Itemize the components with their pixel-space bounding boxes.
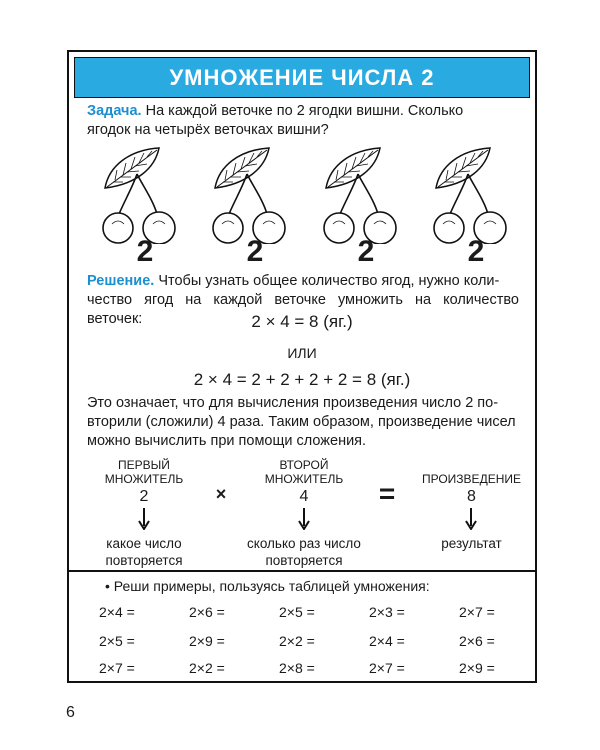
lesson-title: УМНОЖЕНИЕ ЧИСЛА 2 xyxy=(74,57,530,98)
cherry-branch-icon xyxy=(209,144,291,244)
second-factor-value: 4 xyxy=(299,488,309,505)
second-factor-description xyxy=(234,535,374,569)
exercise-item: 2×9 = xyxy=(189,633,225,649)
section-divider xyxy=(69,570,535,572)
cherry-count: 2 xyxy=(136,235,154,268)
times-sign: × xyxy=(215,484,227,504)
or-label: ИЛИ xyxy=(287,345,317,361)
equation-2: 2 × 4 = 2 + 2 + 2 + 2 = 8 (яг.) xyxy=(193,370,411,389)
task-text xyxy=(87,102,519,140)
task-line-1: На каждой веточке по 2 ягодки вишни. Сколько xyxy=(145,103,464,119)
explanation-line-1: Это означает, что для вычисления произведения число 2 по- xyxy=(87,395,499,411)
second-factor-description-line-1: сколько раз число xyxy=(247,536,361,551)
exercise-item: 2×7 = xyxy=(459,604,495,620)
second-factor-description-line-2: повторяется xyxy=(265,553,343,568)
second-factor-term-line-1: ВТОРОЙ xyxy=(279,458,329,472)
down-arrow-icon xyxy=(465,508,477,530)
exercise-item: 2×9 = xyxy=(459,660,495,676)
first-factor-term xyxy=(89,458,199,486)
solution-line-1: Чтобы узнать общее количество ягод, нужно коли- xyxy=(158,273,500,289)
product-value: 8 xyxy=(467,488,476,505)
second-factor-term xyxy=(249,458,359,486)
exercise-item: 2×7 = xyxy=(369,660,405,676)
exercise-item: 2×7 = xyxy=(99,660,135,676)
first-factor-description-line-2: повторяется xyxy=(105,553,183,568)
cherry-branch-icon xyxy=(99,144,181,244)
exercise-item: 2×8 = xyxy=(279,660,315,676)
exercise-item: 2×4 = xyxy=(369,633,405,649)
page-number: 6 xyxy=(66,704,75,721)
exercise-item: 2×2 = xyxy=(189,660,225,676)
exercise-instruction: • Реши примеры, пользуясь таблицей умножения: xyxy=(105,578,430,594)
exercise-item: 2×5 = xyxy=(279,604,315,620)
product-description: результат xyxy=(441,536,502,551)
product-term: ПРОИЗВЕДЕНИЕ xyxy=(421,472,521,486)
cherry-count: 2 xyxy=(246,235,264,268)
equals-sign: = xyxy=(378,478,396,509)
first-factor-description-line-1: какое число xyxy=(106,536,182,551)
cherry-count: 2 xyxy=(467,235,485,268)
explanation-text xyxy=(87,394,519,451)
lesson-frame xyxy=(67,50,537,683)
exercise-item: 2×6 = xyxy=(189,604,225,620)
down-arrow-icon xyxy=(298,508,310,530)
first-factor-value: 2 xyxy=(139,488,149,505)
down-arrow-icon xyxy=(138,508,150,530)
task-label: Задача. xyxy=(87,103,142,119)
first-factor-term-line-1: ПЕРВЫЙ xyxy=(118,458,170,472)
exercise-item: 2×6 = xyxy=(459,633,495,649)
explanation-line-2: вторили (сложили) 4 раза. Таким образом, произведение чисел xyxy=(87,414,516,430)
cherry-branch-icon xyxy=(320,144,402,244)
solution-line-2: чество ягод на каждой веточке умножить на количество веточек: xyxy=(87,292,519,327)
equation-1: 2 × 4 = 8 (яг.) xyxy=(251,312,353,331)
task-line-2: ягодок на четырёх веточках вишни? xyxy=(87,122,329,138)
cherry-branch-icon xyxy=(430,144,512,244)
exercise-item: 2×5 = xyxy=(99,633,135,649)
second-factor-term-line-2: МНОЖИТЕЛЬ xyxy=(264,472,344,486)
first-factor-description xyxy=(89,535,199,569)
exercise-item: 2×4 = xyxy=(99,604,135,620)
exercise-item: 2×2 = xyxy=(279,633,315,649)
first-factor-term-line-2: МНОЖИТЕЛЬ xyxy=(104,472,184,486)
cherry-count: 2 xyxy=(357,235,375,268)
exercise-item: 2×3 = xyxy=(369,604,405,620)
explanation-line-3: можно вычислить при помощи сложения. xyxy=(87,433,367,449)
solution-label: Решение. xyxy=(87,273,155,289)
